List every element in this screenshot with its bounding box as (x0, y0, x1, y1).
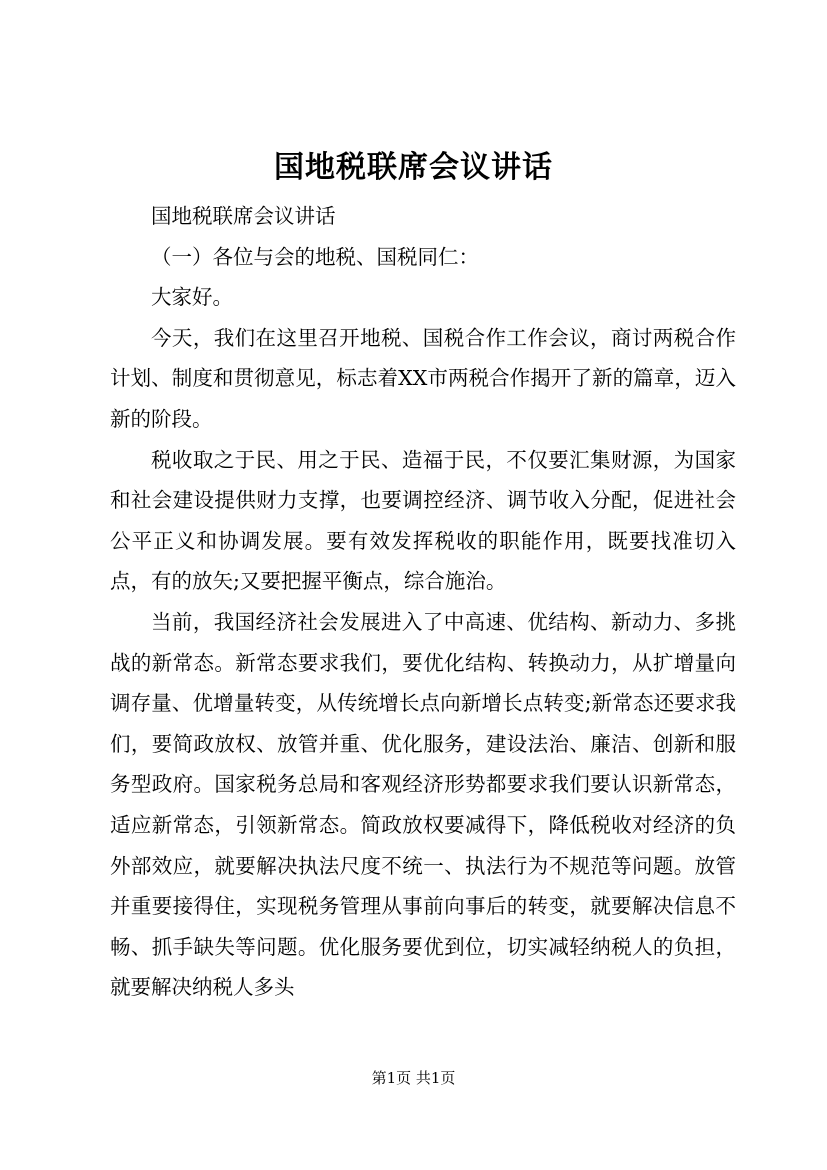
document-body (110, 196, 736, 1008)
paragraph-meeting-intro: 今天，我们在这里召开地税、国税合作工作会议，商讨两税合作计划、制度和贯彻意见，标志着XX市两税合作揭开了新的篇章，迈入新的阶段。 (110, 325, 736, 431)
paragraph-tax-function: 税收取之于民、用之于民、造福于民，不仅要汇集财源，为国家和社会建设提供财力支撑，也要调控经济、调节收入分配，促进社会公平正义和协调发展。要有效发挥税收的职能作用，既要找准切入点，有的放矢;又要把握平衡点，综合施治。 (110, 447, 736, 594)
paragraph-salutation: （一）各位与会的地税、国税同仁： (151, 244, 479, 269)
paragraph-new-normal: 当前，我国经济社会发展进入了中高速、优结构、新动力、多挑战的新常态。新常态要求我们，要优化结构、转换动力，从扩增量向调存量、优增量转变，从传统增长点向新增长点转变;新常态还要求我们，要简政放权、放管并重、优化服务，建设法治、廉洁、创新和服务型政府。国家税务总局和客观经济形势都要求我们要认识新常态，适应新常态，引领新常态。简政放权要减得下，降低税收对经济的负外部效应，就要解决执法尺度不统一、执法行为不规范等问题。放管并重要接得住，实现税务管理从事前向事后的转变，就要解决信息不畅、抓手缺失等问题。优化服务要优到位，切实减轻纳税人的负担，就要解决纳税人多头 (110, 609, 736, 1000)
paragraph-greeting: 大家好。 (151, 285, 233, 310)
page-footer: 第1页 共1页 (371, 1069, 456, 1087)
paragraph-subtitle: 国地税联席会议讲话 (151, 204, 336, 228)
document-title: 国地税联席会议讲话 (274, 150, 553, 185)
